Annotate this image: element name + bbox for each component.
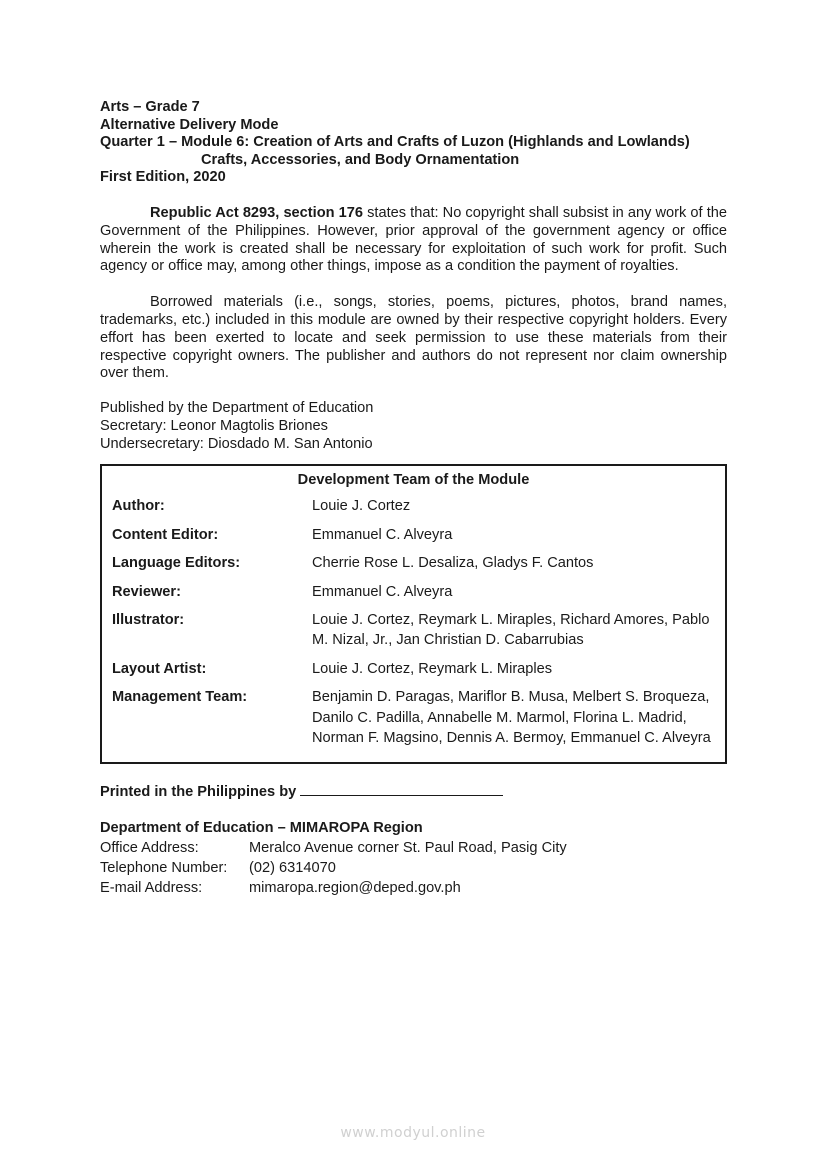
contact-label: Office Address: <box>100 840 199 857</box>
team-role: Illustrator: <box>112 611 185 628</box>
contact-value: (02) 6314070 <box>249 860 336 877</box>
secretary: Secretary: Leonor Magtolis Briones <box>100 417 328 434</box>
edition: First Edition, 2020 <box>100 169 226 186</box>
team-role: Content Editor: <box>112 526 219 543</box>
team-names: Cherrie Rose L. Desaliza, Gladys F. Cantos <box>312 555 594 572</box>
team-row-illustrator <box>112 610 715 651</box>
printer-blank-line <box>300 782 503 796</box>
team-role: Author: <box>112 498 165 515</box>
module-header <box>100 99 727 187</box>
team-role: Management Team: <box>112 689 248 706</box>
team-row-reviewer <box>112 582 715 602</box>
contact-value: Meralco Avenue corner St. Paul Road, Pasig City <box>249 840 567 857</box>
republic-act-reference: Republic Act 8293, section 176 <box>150 204 363 221</box>
contact-office-address <box>100 838 727 858</box>
contact-value: mimaropa.region@deped.gov.ph <box>249 880 461 897</box>
team-names: Louie J. Cortez, Reymark L. Miraples, Richard Amores, Pablo M. Nizal, Jr., Jan Christian D. Cabarrubias <box>312 611 710 649</box>
team-names: Louie J. Cortez <box>312 498 411 515</box>
printed-by <box>100 782 727 801</box>
deped-region-title: Department of Education – MIMAROPA Region <box>100 820 423 837</box>
team-names: Emmanuel C. Alveyra <box>312 526 453 543</box>
borrowed-materials-notice: Borrowed materials (i.e., songs, stories, poems, pictures, photos, brand names, trademarks, etc.) included in this module are owned by their respective copyright holders. Every effort has been exerted to locate and seek permission to use these materials from their respective copyright owners. The publisher and authors do not represent nor claim ownership over them. <box>100 294 727 382</box>
team-role: Reviewer: <box>112 583 181 600</box>
team-names: Emmanuel C. Alveyra <box>312 583 453 600</box>
publisher-info <box>100 400 727 453</box>
development-team-title: Development Team of the Module <box>297 471 530 488</box>
team-row-language-editors <box>112 553 715 573</box>
contact-email <box>100 878 727 898</box>
deped-region-info <box>100 818 727 898</box>
copyright-page <box>100 99 727 898</box>
printed-by-label: Printed in the Philippines by <box>100 784 297 801</box>
team-row-author <box>112 496 715 516</box>
contact-telephone <box>100 858 727 878</box>
team-role: Layout Artist: <box>112 660 207 677</box>
team-row-management-team <box>112 687 715 748</box>
module-title: Quarter 1 – Module 6: Creation of Arts and Crafts of Luzon (Highlands and Lowlands) <box>100 134 690 151</box>
delivery-mode: Alternative Delivery Mode <box>100 116 279 133</box>
team-names: Louie J. Cortez, Reymark L. Miraples <box>312 660 553 677</box>
module-subtitle: Crafts, Accessories, and Body Ornamentation <box>201 151 520 168</box>
team-row-content-editor <box>112 525 715 545</box>
contact-label: Telephone Number: <box>100 860 228 877</box>
copyright-notice <box>100 205 727 276</box>
publisher: Published by the Department of Education <box>100 400 374 417</box>
subject-grade: Arts – Grade 7 <box>100 99 200 115</box>
team-role: Language Editors: <box>112 555 241 572</box>
copyright-text: states that: No copyright shall subsist in any work of the Government of the Philippines. However, prior approval of the government agency or office wherein the work is created shall be necessary for exploitation of such work for profit. Such agency or office may, among other things, impose as a condition the payment of royalties. <box>100 204 727 275</box>
undersecretary: Undersecretary: Diosdado M. San Antonio <box>100 435 373 452</box>
development-team-box <box>100 464 727 765</box>
site-watermark: www.modyul.online <box>340 1125 486 1141</box>
team-row-layout-artist <box>112 659 715 679</box>
contact-label: E-mail Address: <box>100 880 203 897</box>
team-names: Benjamin D. Paragas, Mariflor B. Musa, Melbert S. Broqueza, Danilo C. Padilla, Annabelle M. Marmol, Florina L. Madrid, Norman F. Magsino, Dennis A. Bermoy, Emmanuel C. Alveyra <box>312 689 711 746</box>
